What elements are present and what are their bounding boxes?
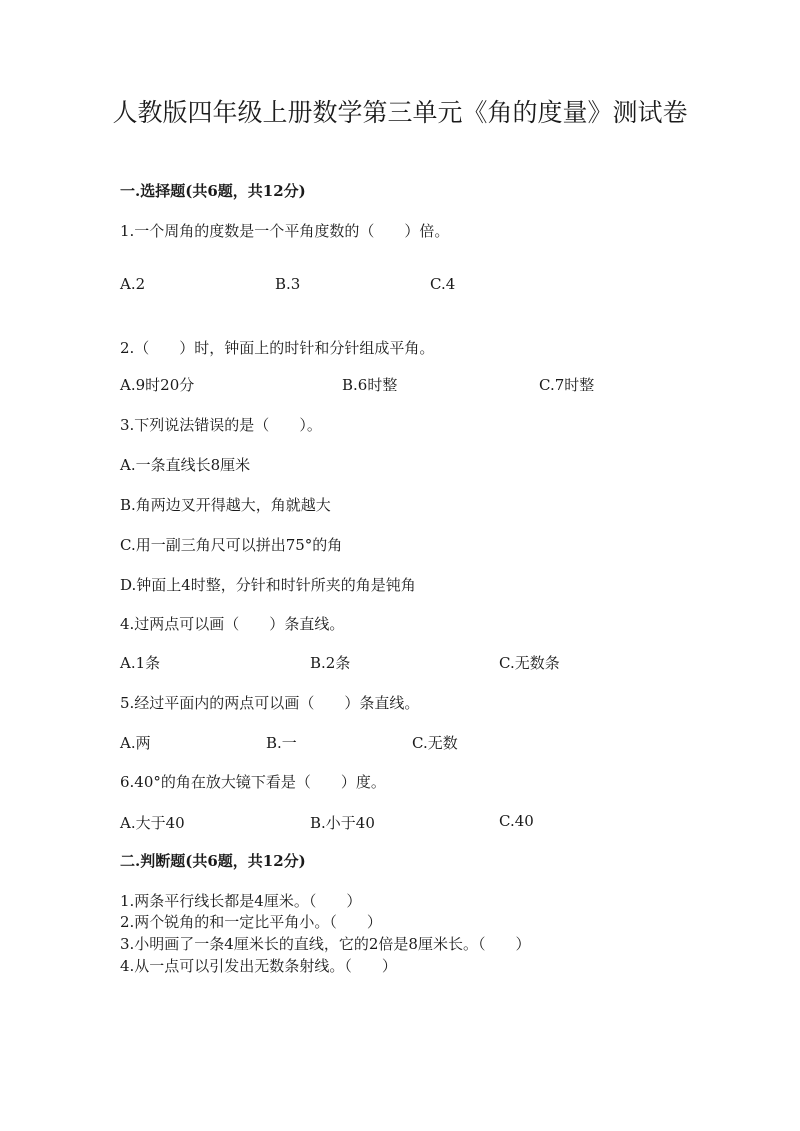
true-false-item-1: 1.两条平行线长都是4厘米。（ ） <box>120 892 362 910</box>
question-6-option-a: A.大于40 <box>120 814 185 832</box>
question-3-option-c: C.用一副三角尺可以拼出75°的角 <box>120 536 343 554</box>
question-4-option-a: A.1条 <box>120 654 161 672</box>
question-6-option-c: C.40 <box>499 812 534 830</box>
question-1-option-c: C.4 <box>430 275 456 293</box>
question-5-option-c: C.无数 <box>412 734 458 752</box>
section-heading-choice: 一.选择题(共6题，共12分) <box>120 182 306 200</box>
question-2-option-c: C.7时整 <box>539 376 595 394</box>
true-false-item-3: 3.小明画了一条4厘米长的直线，它的2倍是8厘米长。（ ） <box>120 935 531 953</box>
question-4-option-c: C.无数条 <box>499 654 560 672</box>
question-6-stem: 6.40°的角在放大镜下看是（ ）度。 <box>120 773 386 791</box>
question-1-option-b: B.3 <box>275 275 301 293</box>
true-false-item-2: 2.两个锐角的和一定比平角小。（ ） <box>120 913 382 931</box>
question-1-option-a: A.2 <box>120 275 146 293</box>
question-1-stem: 1.一个周角的度数是一个平角度数的（ ）倍。 <box>120 222 450 240</box>
question-3-option-d: D.钟面上4时整，分针和时针所夹的角是钝角 <box>120 576 416 594</box>
question-3-stem: 3.下列说法错误的是（ ）。 <box>120 416 322 434</box>
question-4-option-b: B.2条 <box>310 654 351 672</box>
question-5-option-a: A.两 <box>120 734 151 752</box>
question-5-option-b: B.一 <box>266 734 297 752</box>
question-3-option-a: A.一条直线长8厘米 <box>120 456 251 474</box>
section-heading-true-false: 二.判断题(共6题，共12分) <box>120 852 306 870</box>
question-2-stem: 2.（ ）时，钟面上的时针和分针组成平角。 <box>120 339 435 357</box>
page-title: 人教版四年级上册数学第三单元《角的度量》测试卷 <box>112 98 688 127</box>
question-5-stem: 5.经过平面内的两点可以画（ ）条直线。 <box>120 694 420 712</box>
question-6-option-b: B.小于40 <box>310 814 375 832</box>
question-2-option-a: A.9时20分 <box>120 376 195 394</box>
question-2-option-b: B.6时整 <box>342 376 398 394</box>
question-3-option-b: B.角两边叉开得越大，角就越大 <box>120 496 331 514</box>
question-4-stem: 4.过两点可以画（ ）条直线。 <box>120 615 345 633</box>
true-false-item-4: 4.从一点可以引发出无数条射线。（ ） <box>120 957 397 975</box>
